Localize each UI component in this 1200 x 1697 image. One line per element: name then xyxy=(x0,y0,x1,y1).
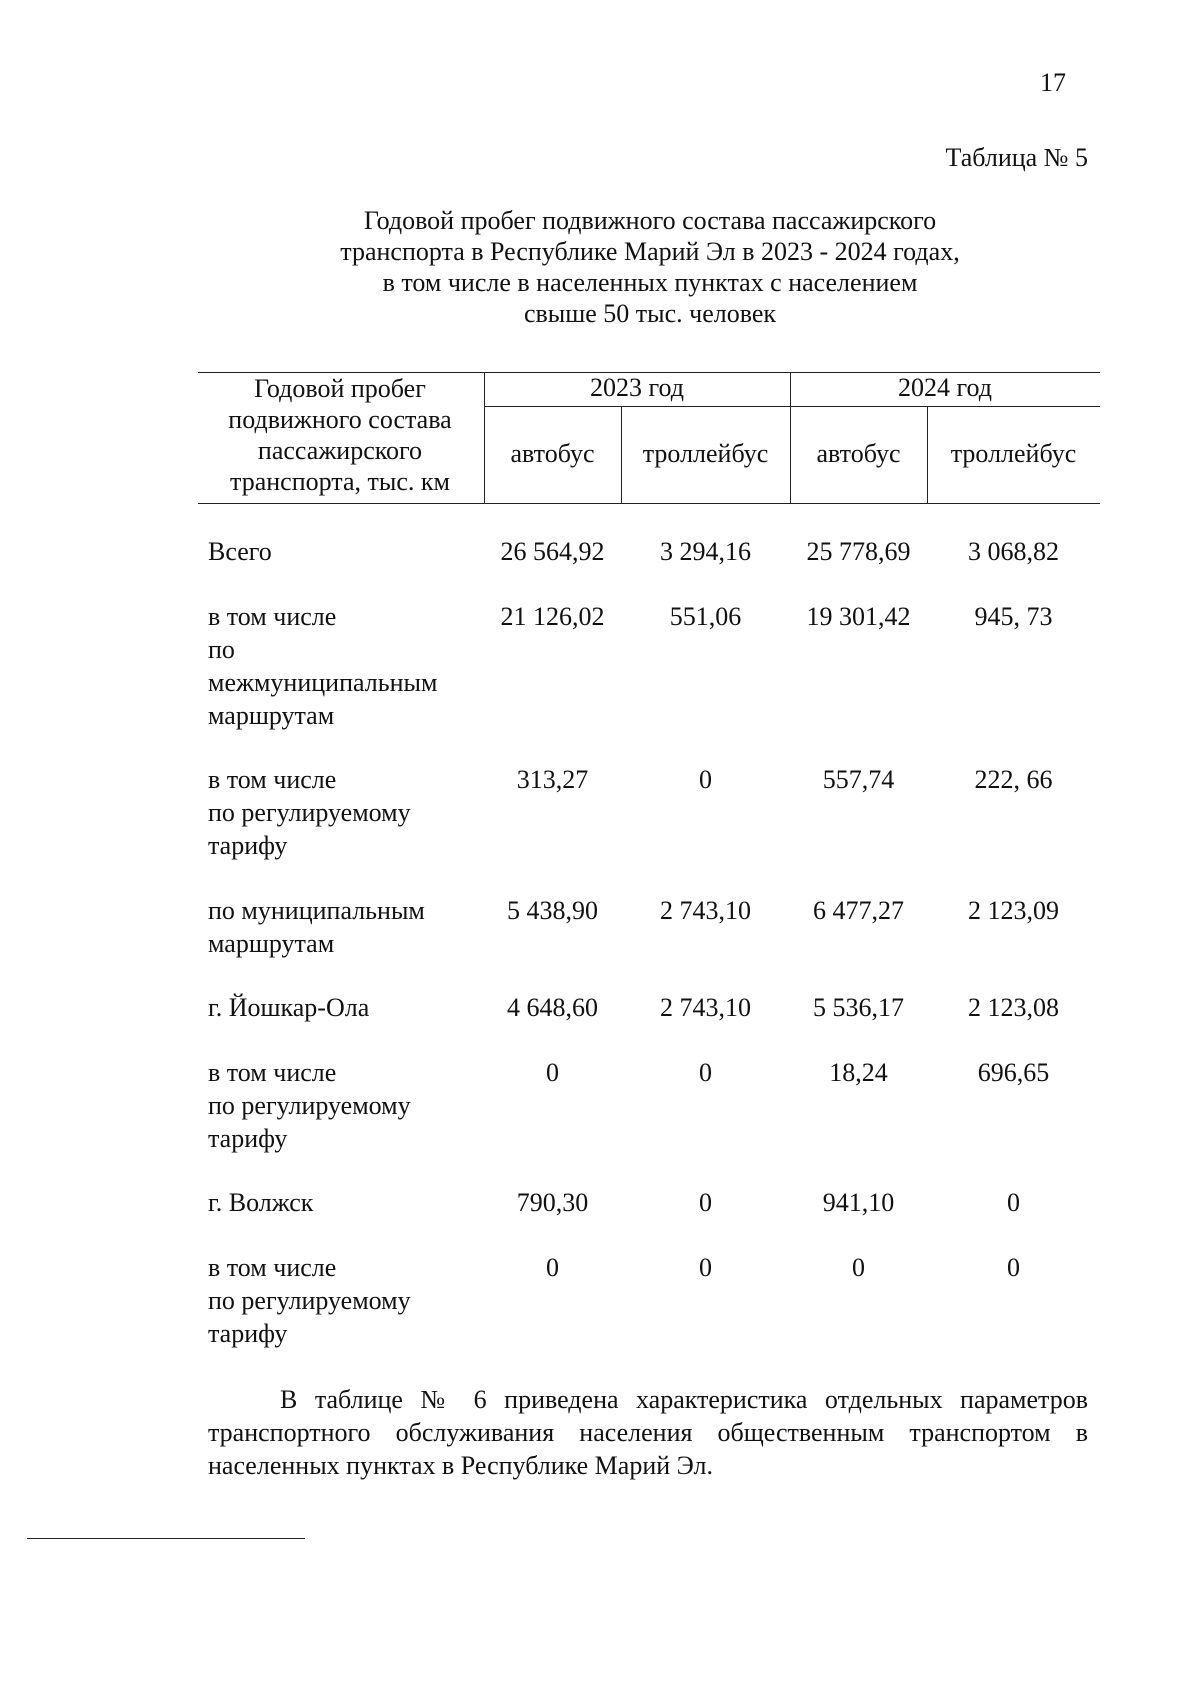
title-line: транспорта в Республике Марий Эл в 2023 - 2024 годах, xyxy=(340,237,960,266)
type-header-trolleybus-2024: троллейбус xyxy=(950,439,1077,468)
row-label xyxy=(208,894,488,960)
row-label-line: маршрутам xyxy=(208,701,335,730)
cell-trolleybus-2023: 2 743,10 xyxy=(660,993,751,1022)
cell-bus-2023: 21 126,02 xyxy=(500,602,605,631)
row-label xyxy=(208,600,488,732)
stub-header-line: Годовой пробег xyxy=(254,374,426,403)
cell-bus-2024: 18,24 xyxy=(829,1058,888,1087)
title-line: свыше 50 тыс. человек xyxy=(523,299,777,328)
row-label-line: Всего xyxy=(208,537,272,566)
cell-bus-2023: 0 xyxy=(546,1058,559,1087)
row-label xyxy=(208,1251,488,1350)
year-header-2023: 2023 год xyxy=(590,373,684,402)
cell-trolleybus-2023: 2 743,10 xyxy=(660,896,751,925)
row-label-line: по регулируемому xyxy=(208,1286,411,1315)
page-number: 17 xyxy=(1040,68,1066,97)
note-paragraph xyxy=(208,1383,1088,1482)
cell-trolleybus-2024: 0 xyxy=(1007,1188,1020,1217)
cell-bus-2024: 941,10 xyxy=(822,1188,895,1217)
cell-trolleybus-2024: 3 068,82 xyxy=(968,537,1059,566)
cell-bus-2024: 6 477,27 xyxy=(813,896,904,925)
row-label-line: по xyxy=(208,635,235,664)
type-header-bus-2023: автобус xyxy=(510,439,595,468)
title-line: Годовой пробег подвижного состава пассажирского xyxy=(363,206,937,235)
row-label xyxy=(208,535,488,568)
row-label-line: по регулируемому xyxy=(208,1091,411,1120)
table-title xyxy=(220,205,1080,329)
row-label-line: тарифу xyxy=(208,1124,288,1153)
cell-trolleybus-2023: 3 294,16 xyxy=(660,537,751,566)
cell-trolleybus-2024: 945, 73 xyxy=(974,602,1053,631)
row-label xyxy=(208,1056,488,1155)
cell-bus-2023: 0 xyxy=(546,1253,559,1282)
table-caption: Таблица № 5 xyxy=(945,143,1088,172)
row-label xyxy=(208,991,488,1024)
row-label-line: в том числе xyxy=(208,765,337,794)
row-label xyxy=(208,1186,488,1219)
stub-header-line: подвижного состава xyxy=(228,405,452,434)
cell-trolleybus-2024: 222, 66 xyxy=(974,765,1053,794)
row-label-line: маршрутам xyxy=(208,929,335,958)
cell-trolleybus-2024: 696,65 xyxy=(977,1058,1050,1087)
cell-bus-2024: 557,74 xyxy=(822,765,895,794)
stub-header-line: пассажирского xyxy=(257,436,423,465)
row-label-line: тарифу xyxy=(208,831,288,860)
cell-bus-2023: 26 564,92 xyxy=(500,537,605,566)
footnote-rule xyxy=(27,1538,305,1539)
cell-trolleybus-2024: 2 123,08 xyxy=(968,993,1059,1022)
stub-header-line: транспорта, тыс. км xyxy=(230,467,450,496)
row-label-line: в том числе xyxy=(208,1253,337,1282)
cell-bus-2023: 313,27 xyxy=(516,765,589,794)
row-label-line: г. Волжск xyxy=(208,1188,314,1217)
cell-bus-2024: 0 xyxy=(852,1253,865,1282)
cell-trolleybus-2023: 0 xyxy=(699,1058,712,1087)
cell-bus-2023: 5 438,90 xyxy=(507,896,598,925)
year-header-2024: 2024 год xyxy=(898,373,992,402)
cell-bus-2024: 25 778,69 xyxy=(806,537,911,566)
cell-bus-2024: 19 301,42 xyxy=(806,602,911,631)
row-label-line: по регулируемому xyxy=(208,798,411,827)
header-bottom-rule xyxy=(198,503,1100,504)
cell-trolleybus-2024: 0 xyxy=(1007,1253,1020,1282)
stub-header xyxy=(198,373,482,497)
row-label-line: в том числе xyxy=(208,1058,337,1087)
row-label-line: межмуниципальным xyxy=(208,668,438,697)
cell-trolleybus-2023: 0 xyxy=(699,1188,712,1217)
type-header-bus-2024: автобус xyxy=(816,439,901,468)
row-label-line: в том числе xyxy=(208,602,337,631)
cell-trolleybus-2024: 2 123,09 xyxy=(968,896,1059,925)
header-mid-rule xyxy=(484,406,1100,407)
note-text: В таблице № 6 приведена характеристика отдельных параметров транспортного обслуживания населения общественным транспортом в населенных пунктах в Республике Марий Эл. xyxy=(208,1385,1088,1480)
cell-bus-2023: 790,30 xyxy=(516,1188,589,1217)
row-label-line: тарифу xyxy=(208,1319,288,1348)
title-line: в том числе в населенных пунктах с населением xyxy=(382,268,918,297)
cell-trolleybus-2023: 0 xyxy=(699,765,712,794)
row-label-line: г. Йошкар-Ола xyxy=(208,993,370,1022)
row-label xyxy=(208,763,488,862)
cell-trolleybus-2023: 551,06 xyxy=(669,602,742,631)
type-header-trolleybus-2023: троллейбус xyxy=(642,439,769,468)
cell-trolleybus-2023: 0 xyxy=(699,1253,712,1282)
cell-bus-2023: 4 648,60 xyxy=(507,993,598,1022)
row-label-line: по муниципальным xyxy=(208,896,425,925)
cell-bus-2024: 5 536,17 xyxy=(813,993,904,1022)
